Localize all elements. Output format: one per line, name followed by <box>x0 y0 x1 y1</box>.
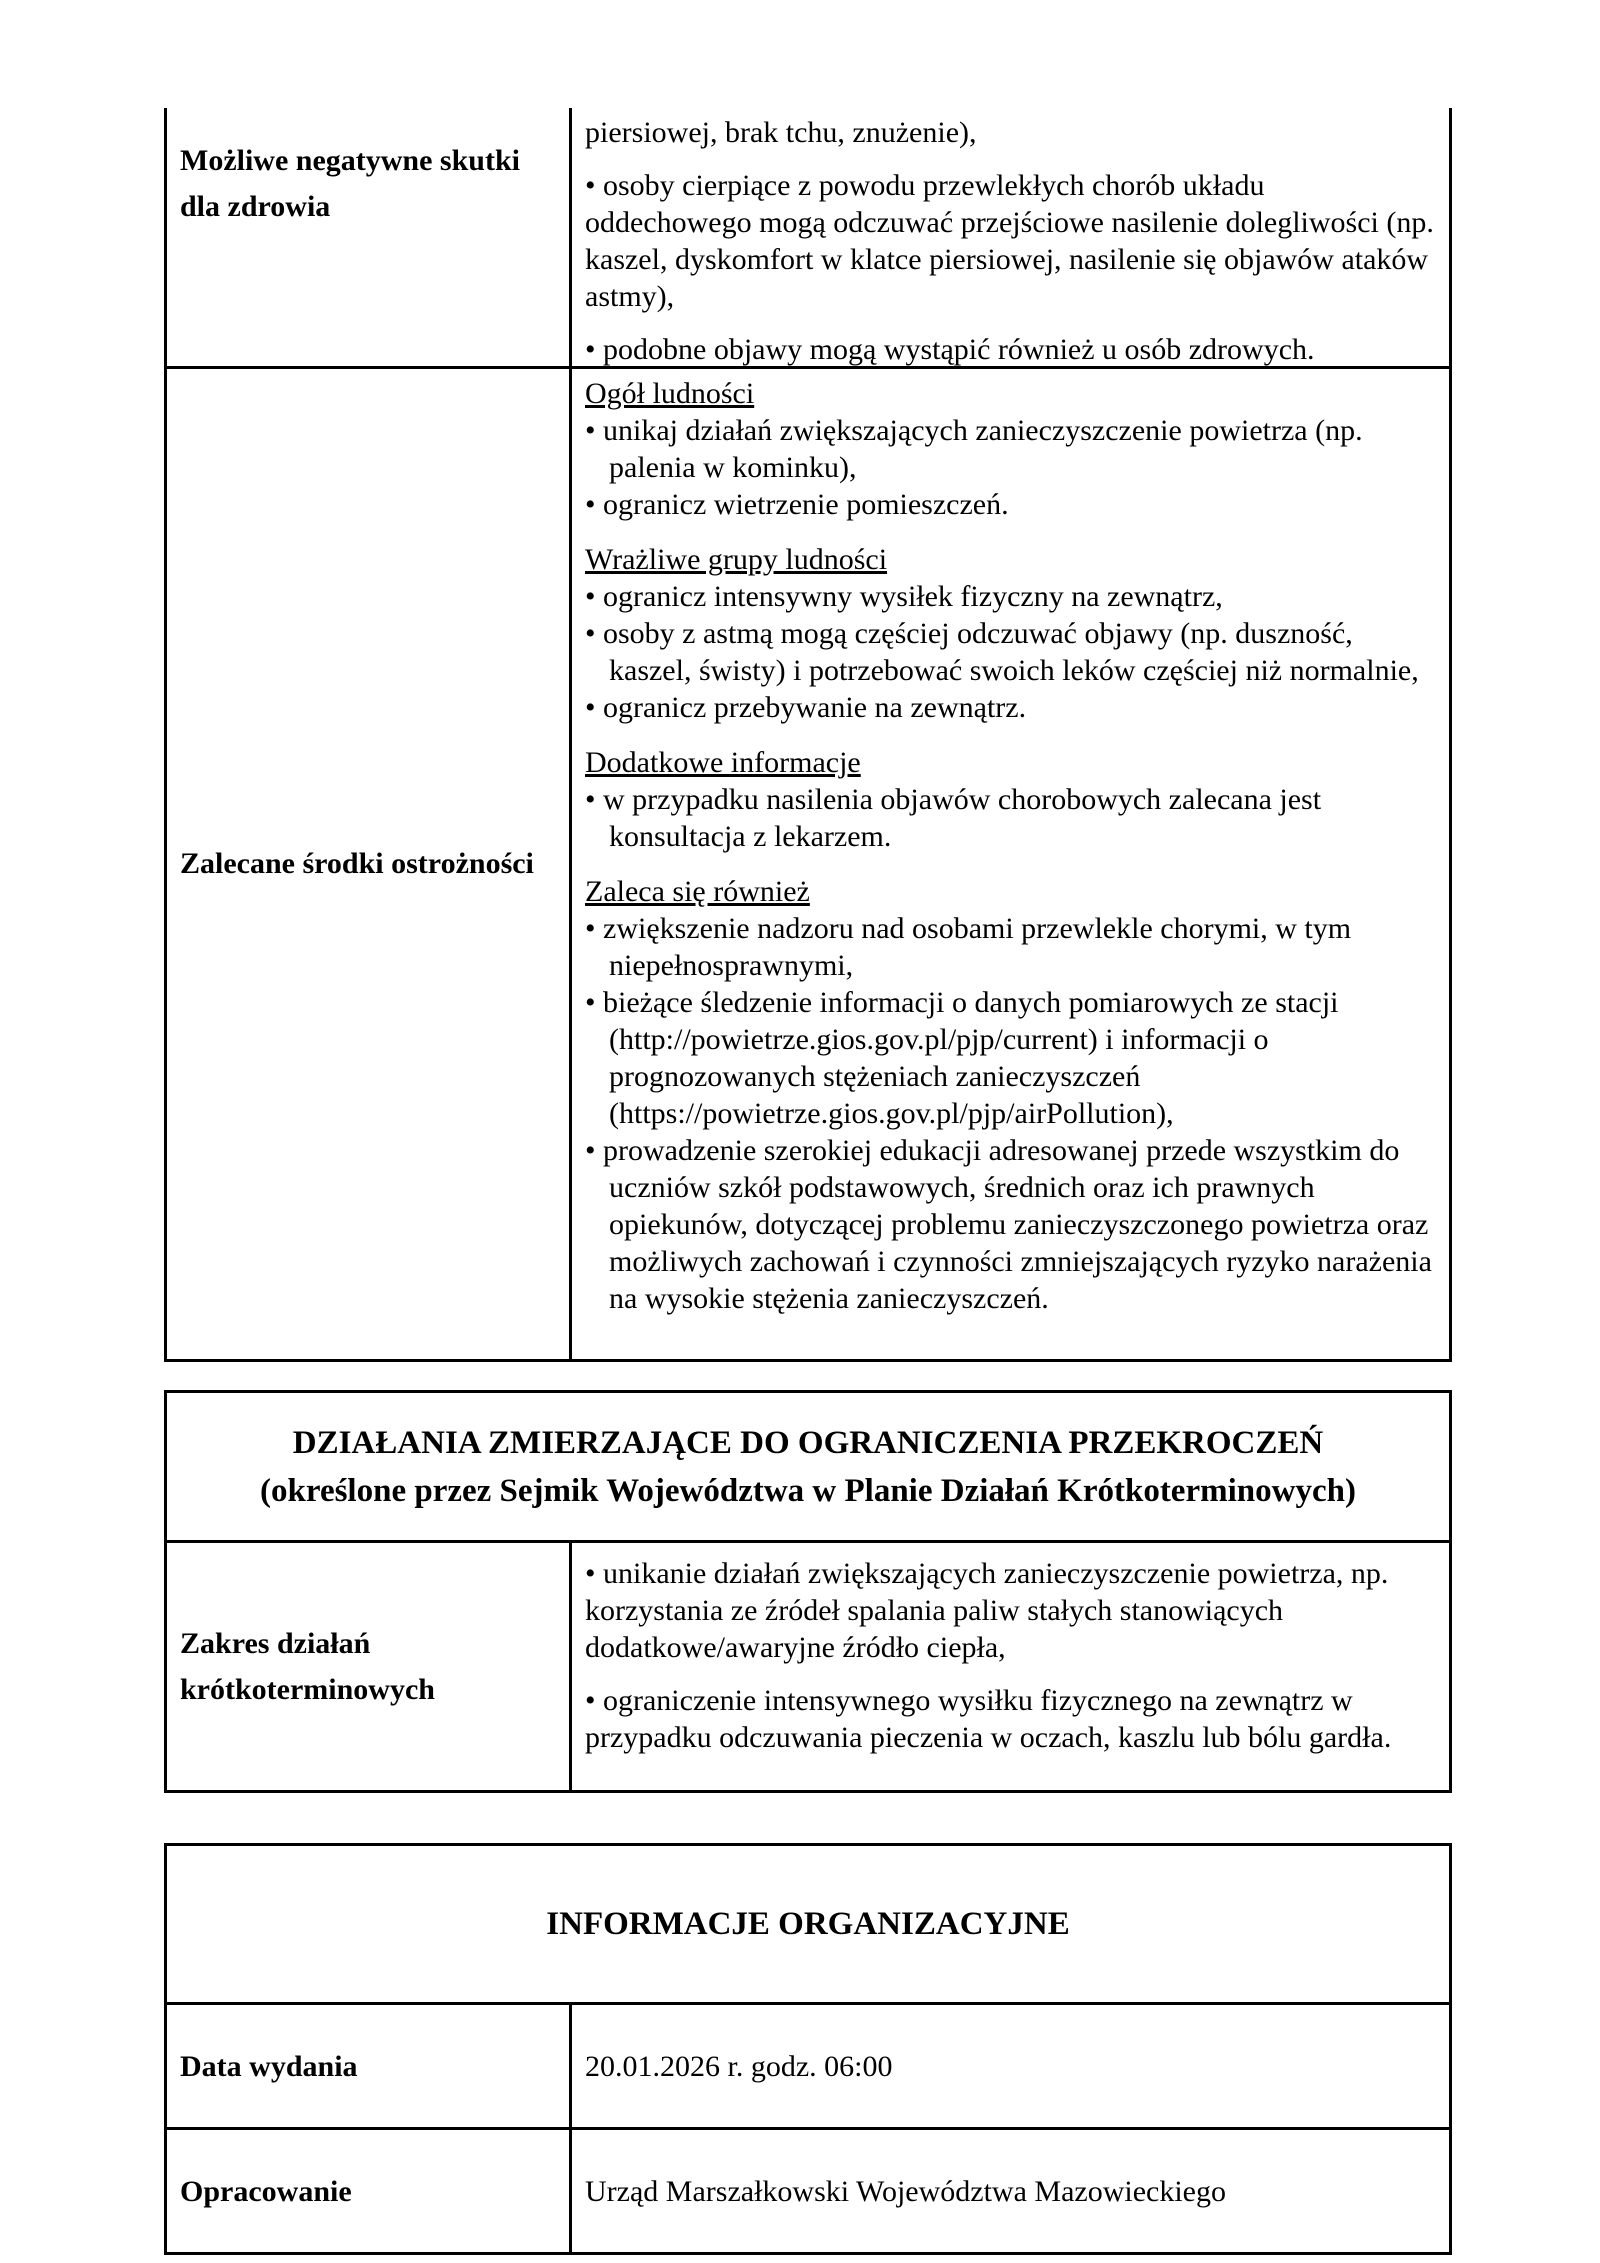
list-item: • ogranicz wietrzenie pomieszczeń. <box>585 488 1009 521</box>
health-effects-cell <box>572 108 1449 374</box>
row-label-health-effects: Możliwe negatywne skutki dla zdrowia <box>167 108 572 374</box>
prepared-by-value: Urząd Marszałkowski Województwa Mazowieckiego <box>585 2174 1226 2208</box>
list-item: • ogranicz przebywanie na zewnątrz. <box>585 691 1027 724</box>
section-heading: Zaleca się również <box>585 875 810 908</box>
table-row-precautions <box>167 366 1449 1359</box>
row-label-prepared-by: Opracowanie <box>167 2130 572 2252</box>
actions-paragraph-bullet: • ograniczenie intensywnego wysiłku fizycznego na zewnątrz w przypadku odczuwania pieczenia w oczach, kaszlu lub bólu gardła. <box>585 1684 1392 1754</box>
row-label-short-term-actions: Zakres działań krótkoterminowych <box>167 1543 572 1790</box>
row-label-precautions: Zalecane środki ostrożności <box>167 369 572 1359</box>
actions-title-line1: DZIAŁANIA ZMIERZAJĄCE DO OGRANICZENIA PRZEKROCZEŃ <box>292 1424 1324 1461</box>
table-row-issue-date <box>167 2002 1449 2127</box>
list-item: • bieżące śledzenie informacji o danych pomiarowych ze stacji (http://powietrze.gios.gov.pl/pjp/current) i informacji o prognozowanych stężeniach zanieczyszczeń (https://powietrze.gios.gov.pl/pjp/airPollution), <box>585 986 1339 1130</box>
list-item: • w przypadku nasilenia objawów chorobowych zalecana jest konsultacja z lekarzem. <box>585 783 1322 853</box>
row-label-issue-date: Data wydania <box>167 2005 572 2127</box>
health-paragraph-bullet: • podobne objawy mogą wystąpić również u osób zdrowych. <box>585 333 1315 366</box>
precautions-section-additional-info <box>585 744 1437 855</box>
precautions-section-also-recommended <box>585 873 1437 1317</box>
health-precautions-table <box>164 108 1452 1362</box>
list-item: • zwiększenie nadzoru nad osobami przewlekle chorymi, w tym niepełnosprawnymi, <box>585 912 1352 982</box>
section-heading: Ogół ludności <box>585 377 755 410</box>
org-table-title: INFORMACJE ORGANIZACYJNE <box>546 1906 1070 1942</box>
section-heading: Wrażliwe grupy ludności <box>585 543 888 576</box>
health-paragraph-bullet: • osoby cierpiące z powodu przewlekłych chorób układu oddechowego mogą odczuwać przejściowe nasilenie dolegliwości (np. kaszel, dyskomfort w klatce piersiowej, nasilenie się objawów ataków astmy), <box>585 169 1434 313</box>
table-row-prepared-by <box>167 2127 1449 2252</box>
list-item: • ogranicz intensywny wysiłek fizyczny na zewnątrz, <box>585 580 1223 613</box>
precautions-section-sensitive-groups <box>585 541 1437 726</box>
table-row-health-effects <box>167 108 1449 366</box>
list-item: • unikaj działań zwiększających zanieczyszczenie powietrza (np. palenia w kominku), <box>585 414 1363 484</box>
actions-table-title <box>167 1393 1449 1540</box>
issue-date-value: 20.01.2026 r. godz. 06:00 <box>585 2049 893 2083</box>
table-row-short-term-actions <box>167 1540 1449 1790</box>
list-item: • prowadzenie szerokiej edukacji adresowanej przede wszystkim do uczniów szkół podstawowych, średnich oraz ich prawnych opiekunów, dotyczącej problemu zanieczyszczonego powietrza oraz możliwych zachowań i czynności zmniejszających ryzyko narażenia na wysokie stężenia zanieczyszczeń. <box>585 1134 1432 1315</box>
precautions-cell <box>572 369 1449 1359</box>
actions-title-line2: (określone przez Sejmik Województwa w Planie Działań Krótkoterminowych) <box>260 1472 1356 1509</box>
short-term-actions-cell <box>572 1543 1449 1790</box>
section-heading: Dodatkowe informacje <box>585 746 861 779</box>
actions-paragraph-bullet: • unikanie działań zwiększających zanieczyszczenie powietrza, np. korzystania ze źródeł spalania paliw stałych stanowiących dodatkowe/awaryjne źródło ciepła, <box>585 1557 1389 1664</box>
health-paragraph-continuation: piersiowej, brak tchu, znużenie), <box>585 116 977 149</box>
organizational-info-table <box>164 1843 1452 2255</box>
actions-table <box>164 1390 1452 1793</box>
list-item: • osoby z astmą mogą częściej odczuwać objawy (np. duszność, kaszel, świsty) i potrzebować swoich leków częściej niż normalnie, <box>585 617 1419 687</box>
precautions-section-general <box>585 375 1437 523</box>
